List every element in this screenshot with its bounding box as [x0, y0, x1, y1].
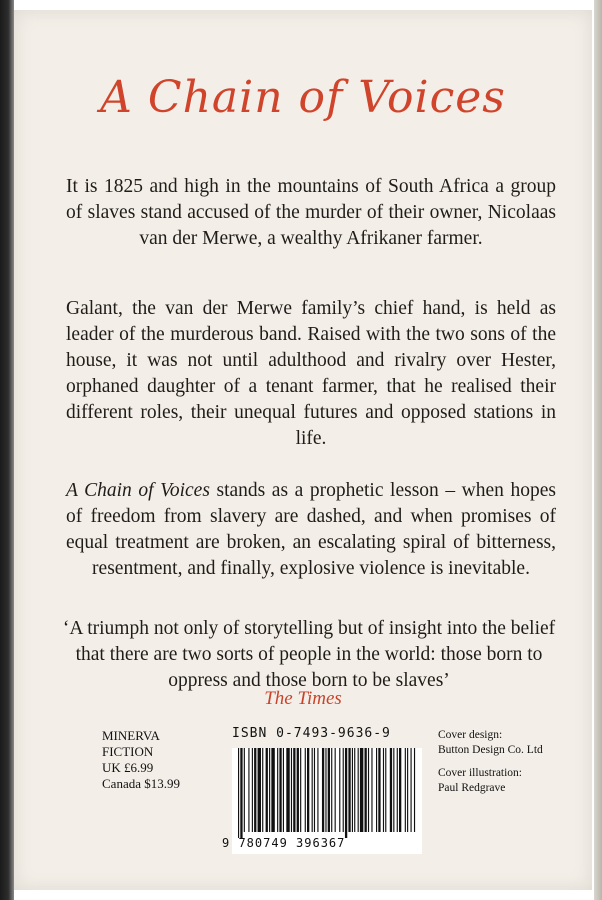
blurb-paragraph-2: Galant, the van der Merwe family’s chief hand, is held as leader of the murderous band. Raised with the two sons of the house, it was not until adulthood and rivalry over Hester, orphaned daughter of a tenant farmer, that he realised their different roles, their unequal futures and opposed stations in life.: [66, 298, 556, 449]
price-uk: UK £6.99: [102, 760, 154, 775]
imprint-line-2: FICTION: [102, 744, 154, 759]
page-edge: [594, 0, 602, 900]
price-canada: Canada $13.99: [102, 776, 180, 791]
cover-design-value: Button Design Co. Ltd: [438, 744, 543, 756]
blurb-paragraph-3: [66, 478, 556, 582]
isbn-label: ISBN 0-7493-9636-9: [232, 726, 391, 741]
blurb-paragraph-1: It is 1825 and high in the mountains of South Africa a group of slaves stand accused of the murder of their owner, Nicolaas van der Merwe, a wealthy Afrikaner farmer.: [66, 176, 556, 249]
inline-book-title: A Chain of Voices: [66, 480, 210, 501]
cover-illustration-value: Paul Redgrave: [438, 782, 506, 794]
cover-design-label: Cover design:: [438, 729, 503, 741]
book-title: A Chain of Voices: [100, 72, 506, 123]
review-source: The Times: [264, 688, 342, 709]
back-cover: [14, 10, 592, 890]
barcode-number: 9 780749 396367: [222, 836, 346, 850]
credits-block: [438, 728, 543, 796]
publisher-block: [102, 728, 180, 792]
imprint-line-1: MINERVA: [102, 728, 160, 743]
blurb-paragraph-3-text: stands as a prophetic lesson – when hopes of freedom from slavery are dashed, and when promises of equal treatment are broken, an escalating spiral of bitterness, resentment, and finally, explosive violence is inevitable.: [66, 480, 556, 579]
book-spine-edge: [0, 0, 14, 900]
cover-illustration-label: Cover illustration:: [438, 767, 523, 779]
barcode-bars: [232, 748, 422, 838]
review-quote: ‘A triumph not only of storytelling but of insight into the belief that there are two sorts of people in the world: those born to oppress and those born to be slaves’: [62, 618, 556, 691]
